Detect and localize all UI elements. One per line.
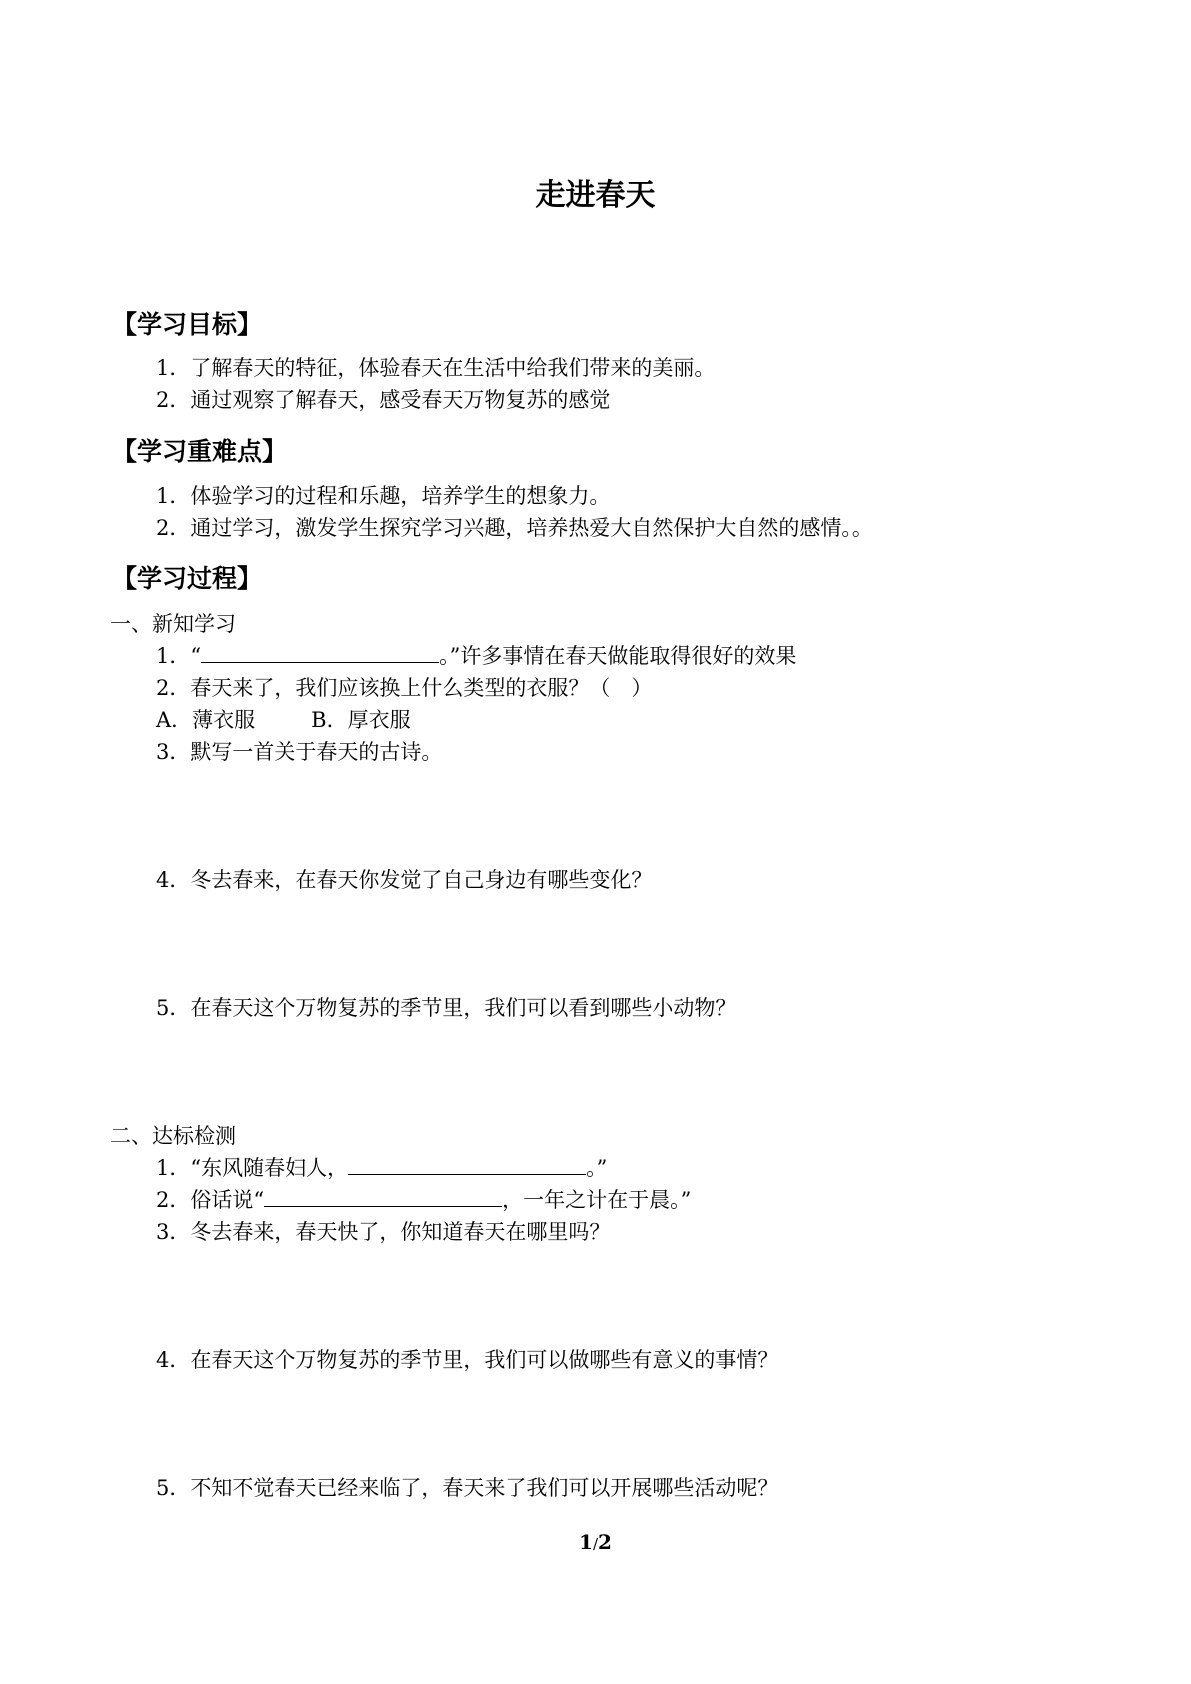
current-page: 1 (579, 1530, 593, 1554)
page-separator: / (592, 1535, 599, 1553)
page-number (0, 1530, 1191, 1554)
question-text-prefix: 2．俗话说“ (156, 1188, 265, 1212)
part1-question-4: 4．冬去春来，在春天你发觉了自己身边有哪些变化？ (156, 868, 653, 892)
goal-item-2: 2．通过观察了解春天，感受春天万物复苏的感觉 (156, 388, 611, 412)
part1-question-2: 2．春天来了，我们应该换上什么类型的衣服？（ ） (156, 676, 653, 700)
section-heading-goals: 【学习目标】 (112, 310, 263, 339)
part2-question-3: 3．冬去春来，春天快了，你知道春天在哪里吗？ (156, 1220, 611, 1244)
part1-question-1 (156, 640, 796, 670)
question-text-suffix: ，一年之计在于晨。” (502, 1188, 692, 1212)
part1-question-5: 5．在春天这个万物复苏的季节里，我们可以看到哪些小动物？ (156, 996, 737, 1020)
section-heading-key-points: 【学习重难点】 (112, 437, 288, 466)
question-text-prefix: 1．“东风随春妇人， (156, 1156, 349, 1180)
question-text-suffix: 。” (586, 1156, 608, 1180)
part2-question-5: 5．不知不觉春天已经来临了，春天来了我们可以开展哪些活动呢？ (156, 1476, 779, 1500)
question-text-suffix: 。”许多事情在春天做能取得很好的效果 (439, 644, 797, 668)
goal-item-1: 1．了解春天的特征，体验春天在生活中给我们带来的美丽。 (156, 356, 716, 380)
part-title-new-knowledge: 一、新知学习 (110, 612, 236, 636)
page-title: 走进春天 (535, 178, 656, 213)
part2-question-2 (156, 1184, 691, 1214)
part1-question-2-options (156, 704, 411, 734)
key-point-item-1: 1．体验学习的过程和乐趣，培养学生的想象力。 (156, 484, 611, 508)
part2-question-4: 4．在春天这个万物复苏的季节里，我们可以做哪些有意义的事情？ (156, 1348, 779, 1372)
total-pages: 2 (598, 1530, 612, 1554)
answer-blank[interactable] (348, 1156, 586, 1175)
section-heading-process: 【学习过程】 (112, 564, 263, 593)
answer-blank[interactable] (264, 1188, 502, 1207)
option-a[interactable]: A．薄衣服 (156, 708, 256, 732)
part-title-assessment: 二、达标检测 (110, 1124, 236, 1148)
option-b[interactable]: B．厚衣服 (311, 708, 411, 732)
part1-question-3: 3．默写一首关于春天的古诗。 (156, 740, 443, 764)
key-point-item-2: 2．通过学习，激发学生探究学习兴趣，培养热爱大自然保护大自然的感情。。 (156, 516, 873, 540)
part2-question-1 (156, 1152, 607, 1182)
question-text-prefix: 1．“ (156, 644, 202, 668)
answer-blank[interactable] (201, 644, 439, 663)
